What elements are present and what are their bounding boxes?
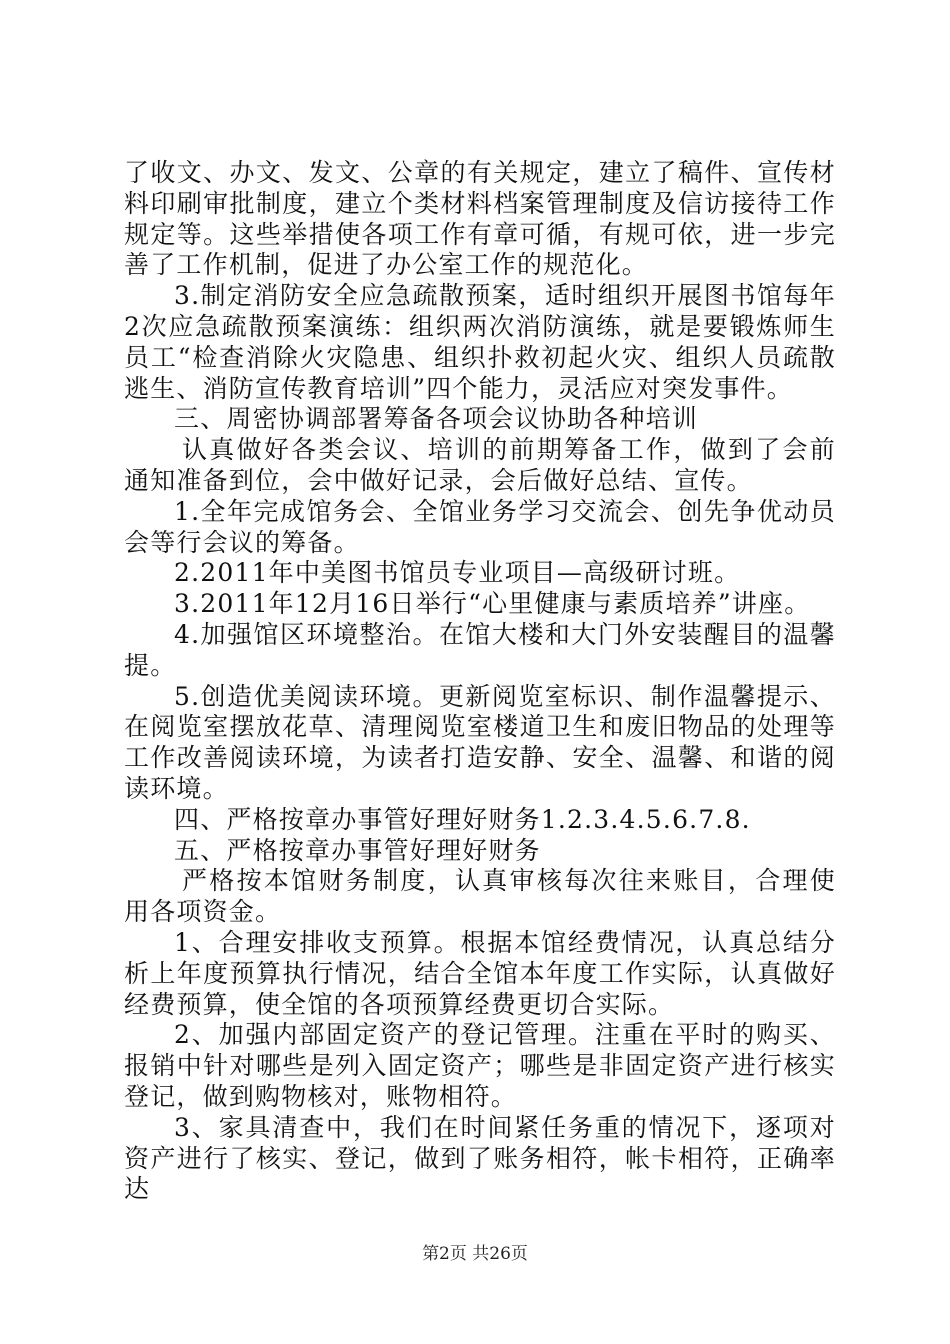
finance-item-1: 1、合理安排收支预算。根据本馆经费情况，认真总结分析上年度预算执行情况，结合全馆本年度工作实际，认真做好经费预算，使全馆的各项预算经费更切合实际。 xyxy=(124,927,836,1019)
finance-item-2: 2、加强内部固定资产的登记管理。注重在平时的购买、报销中针对哪些是列入固定资产；哪些是非固定资产进行核实登记，做到购物核对，账物相符。 xyxy=(124,1020,836,1111)
document-body xyxy=(124,158,836,1205)
paragraph-4: 严格按本馆财务制度，认真审核每次往来账目，合理使用各项资金。 xyxy=(124,866,836,927)
section-heading-5: 五、严格按章办事管好理好财务 xyxy=(174,835,541,865)
list-item-2: 2.2011年中美图书馆员专业项目—高级研讨班。 xyxy=(174,558,741,588)
section-heading-4: 四、严格按章办事管好理好财务1.2.3.4.5.6.7.8. xyxy=(174,804,751,834)
section-heading-3: 三、周密协调部署筹备各项会议协助各种培训 xyxy=(174,404,699,434)
list-item-3: 3.2011年12月16日举行“心里健康与素质培养”讲座。 xyxy=(174,589,811,619)
paragraph-3: 认真做好各类会议、培训的前期筹备工作，做到了会前通知准备到位，会中做好记录，会后做好总结、宣传。 xyxy=(124,435,836,495)
list-item-5: 5.创造优美阅读环境。更新阅览室标识、制作温馨提示、在阅览室摆放花草、清理阅览室楼道卫生和废旧物品的处理等工作改善阅读环境，为读者打造安静、安全、温馨、和谐的阅读环境。 xyxy=(124,681,836,803)
list-item-4: 4.加强馆区环境整治。在馆大楼和大门外安装醒目的温馨提。 xyxy=(124,619,836,680)
list-item-1: 1.全年完成馆务会、全馆业务学习交流会、创先争优动员会等行会议的筹备。 xyxy=(124,496,836,557)
paragraph-1: 了收文、办文、发文、公章的有关规定，建立了稿件、宣传材料印刷审批制度，建立个类材料档案管理制度及信访接待工作规定等。这些举措使各项工作有章可循，有规可依，进一步完善了工作机制，促进了办公室工作的规范化。 xyxy=(124,158,836,280)
page-footer: 第2页 共26页 xyxy=(422,1244,528,1264)
paragraph-2: 3.制定消防安全应急疏散预案，适时组织开展图书馆每年2次应急疏散预案演练：组织两次消防演练，就是要锻炼师生员工“检查消除火灾隐患、组织扑救初起火灾、组织人员疏散逃生、消防宣传教育培训”四个能力，灵活应对突发事件。 xyxy=(124,281,836,403)
finance-item-3: 3、家具清查中，我们在时间紧任务重的情况下，逐项对资产进行了核实、登记，做到了账务相符，帐卡相符，正确率达 xyxy=(124,1112,836,1204)
